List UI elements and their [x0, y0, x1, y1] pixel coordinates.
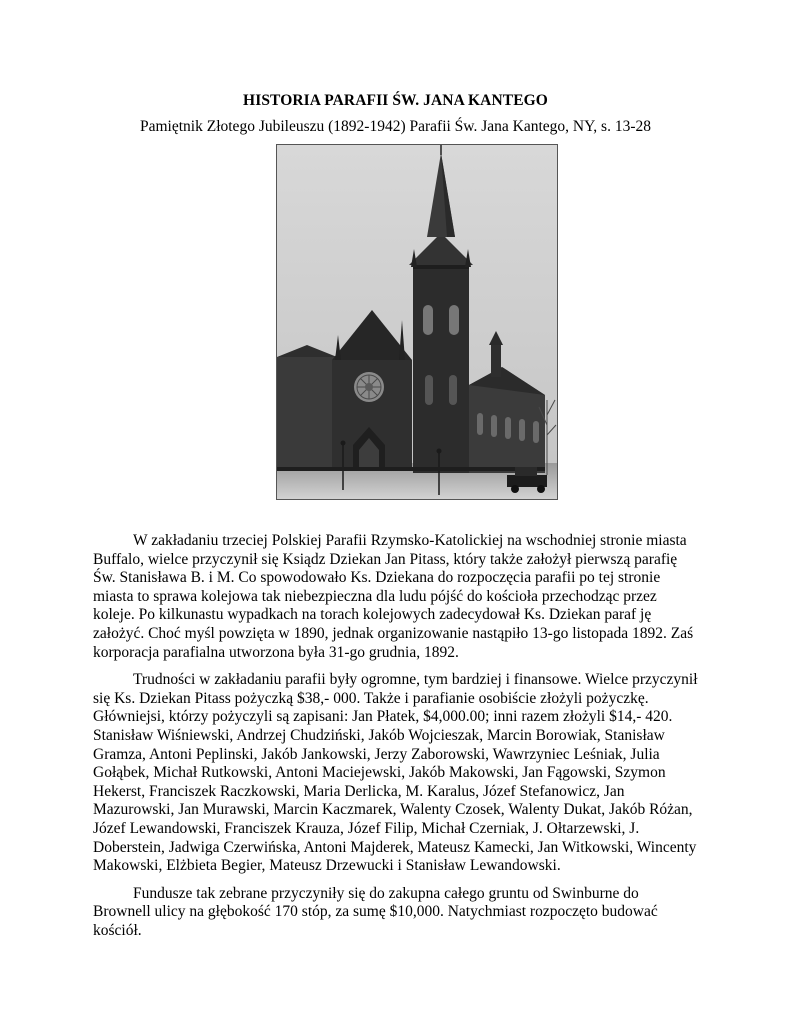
paragraph-2: Trudności w zakładaniu parafii były ogromne, tym bardziej i finansowe. Wielce przyczynił się Ks. Dziekan Pitass pożyczką $38,- 000. Także i parafianie osobiście złożyli pożyczkę. Główniejsi, którzy pożyczyli są zapisani: Jan Płatek, $4,000.00; inni razem złożyli $14,- 420. Stanisław Wiśniewski, Andrzej Chudziński, Jakób Wojcieszak, Marcin Borowiak, Stanisław Gramza, Antoni Peplinski, Jakób Jankowski, Jerzy Zaborowski, Wawrzyniec Leśniak, Julia Gołąbek, Michał Rutkowski, Antoni Maciejewski, Jakób Makowski, Jan Fągowski, Szymon Hekerst, Franciszek Raczkowski, Maria Derlicka, M. Karalus, Józef Stefanowicz, Jan Mazurowski, Jan Murawski, Marcin Kaczmarek, Walenty Czosek, Walenty Dukat, Jakób Różan, Józef Lewandowski, Franciszek Krauza, Józef Filip, Michał Czerniak, J. Ołtarzewski, J. Doberstein, Jadwiga Czerwińska, Antoni Majderek, Mateusz Kamecki, Jan Witkowski, Wincenty Makowski, Elżbieta Begier, Mateusz Drzewucki i Stanisław Lewandowski. [93, 671, 698, 875]
church-photo-illustration [277, 145, 557, 499]
document-body [93, 532, 700, 949]
document-subtitle: Pamiętnik Złotego Jubileuszu (1892-1942) Parafii Św. Jana Kantego, NY, s. 13-28 [140, 118, 651, 135]
document-title: HISTORIA PARAFII ŚW. JANA KANTEGO [243, 92, 548, 109]
paragraph-1: W zakładaniu trzeciej Polskiej Parafii Rzymsko-Katolickiej na wschodniej stronie miasta Buffalo, wielce przyczynił się Ksiądz Dziekan Jan Pitass, który także założył pierwszą parafię Św. Stanisława B. i M. Co spowodowało Ks. Dziekana do rozpoczęcia parafii po tej stronie miasta to sprawa kolejowa tak niebezpieczna dla ludu pójść do kościoła przechodząc przez koleje. Po kilkunastu wypadkach na torach kolejowych zadecydował Ks. Dziekan paraf ję założyć. Choć myśl powzięta w 1890, jednak organizowanie nastąpiło 13-go listopada 1892. Zaś korporacja parafialna utworzona była 31-go grudnia, 1892. [93, 532, 694, 661]
paragraph-3: Fundusze tak zebrane przyczyniły się do zakupna całego gruntu od Swinburne do Brownell ulicy na głębokość 170 stóp, za sumę $10,000. Natychmiast rozpoczęto budować kościół. [93, 884, 658, 939]
church-photo [276, 144, 558, 500]
